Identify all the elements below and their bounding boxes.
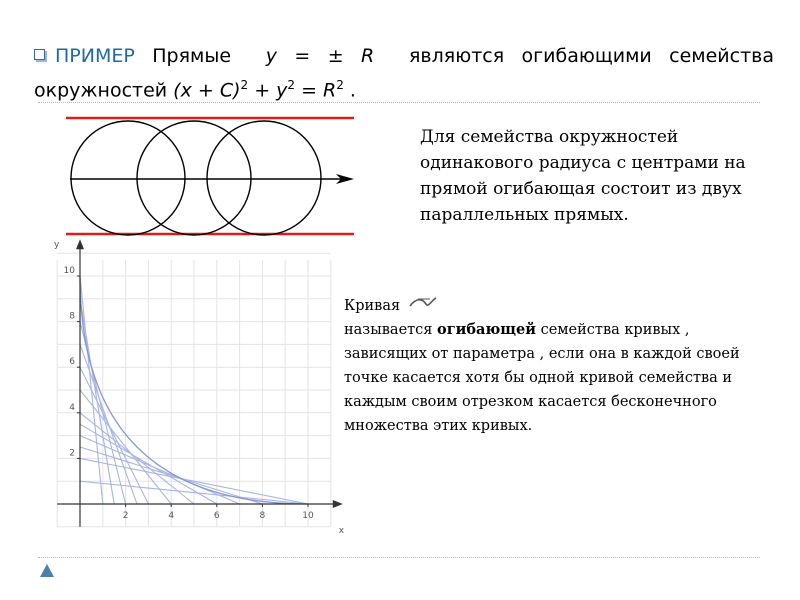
heading-sup-3: 2 xyxy=(336,78,344,92)
y-tick-label: 4 xyxy=(69,402,75,413)
heading-text-after: являются огибающими семейства окружностей xyxy=(34,45,774,102)
y-tick-label: 2 xyxy=(69,448,75,459)
y-axis-label: y xyxy=(54,240,60,251)
x-axis-arrow-icon xyxy=(333,500,343,508)
heading-end: . xyxy=(343,79,356,102)
definition-word: Кривая xyxy=(344,298,401,314)
x-tick-label: 4 xyxy=(168,511,175,521)
circle-2 xyxy=(137,121,251,235)
family-line xyxy=(80,436,240,504)
curve-glyph-icon xyxy=(408,296,438,312)
y-tick-label: 6 xyxy=(69,357,75,368)
y-tick-label: 10 xyxy=(63,266,75,276)
heading-eq-rest: = ± R xyxy=(277,45,375,67)
heading-sup-2: 2 xyxy=(287,78,296,92)
heading-formula-plus: + y xyxy=(248,79,288,102)
nav-triangle-icon[interactable] xyxy=(40,564,54,577)
heading-sup-1: 2 xyxy=(240,78,249,92)
x-axis-label: x xyxy=(338,526,345,536)
y-tick-label: 8 xyxy=(69,311,75,322)
heading-lead: ПРИМЕР xyxy=(55,45,135,67)
circles-description: Для семейства окружностей одинакового радиуса с центрами на прямой огибающая состоит из двух параллельных прямых. xyxy=(420,127,746,225)
definition-after-bold: семейства кривых , xyxy=(540,322,690,338)
definition-bold: огибающей xyxy=(437,321,536,338)
divider-top xyxy=(38,102,760,103)
x-tick-label: 8 xyxy=(259,511,266,521)
heading-text-before: Прямые xyxy=(152,45,232,67)
x-tick-label: 2 xyxy=(122,511,129,521)
heading-eq-var: y xyxy=(265,45,278,67)
envelope-plot xyxy=(48,240,345,544)
heading-formula-eq: = R xyxy=(295,79,337,102)
definition-text xyxy=(344,294,744,438)
definition-rest: зависящих от параметра , если она в каждой своей точке касается хотя бы одной кривой семейства и каждым своим отрезком касается бесконечного множества этих кривых. xyxy=(344,346,740,434)
bullet-icon xyxy=(34,49,45,60)
definition-before-bold: называется xyxy=(344,322,433,338)
divider-bottom xyxy=(38,557,760,558)
circles-figure xyxy=(66,112,366,244)
heading-formula-open: (x + C) xyxy=(173,79,241,102)
x-tick-label: 6 xyxy=(213,511,220,521)
slide-heading xyxy=(34,42,774,105)
circle-3 xyxy=(207,121,321,235)
circle-1 xyxy=(71,121,185,235)
x-tick-label: 10 xyxy=(302,511,314,521)
